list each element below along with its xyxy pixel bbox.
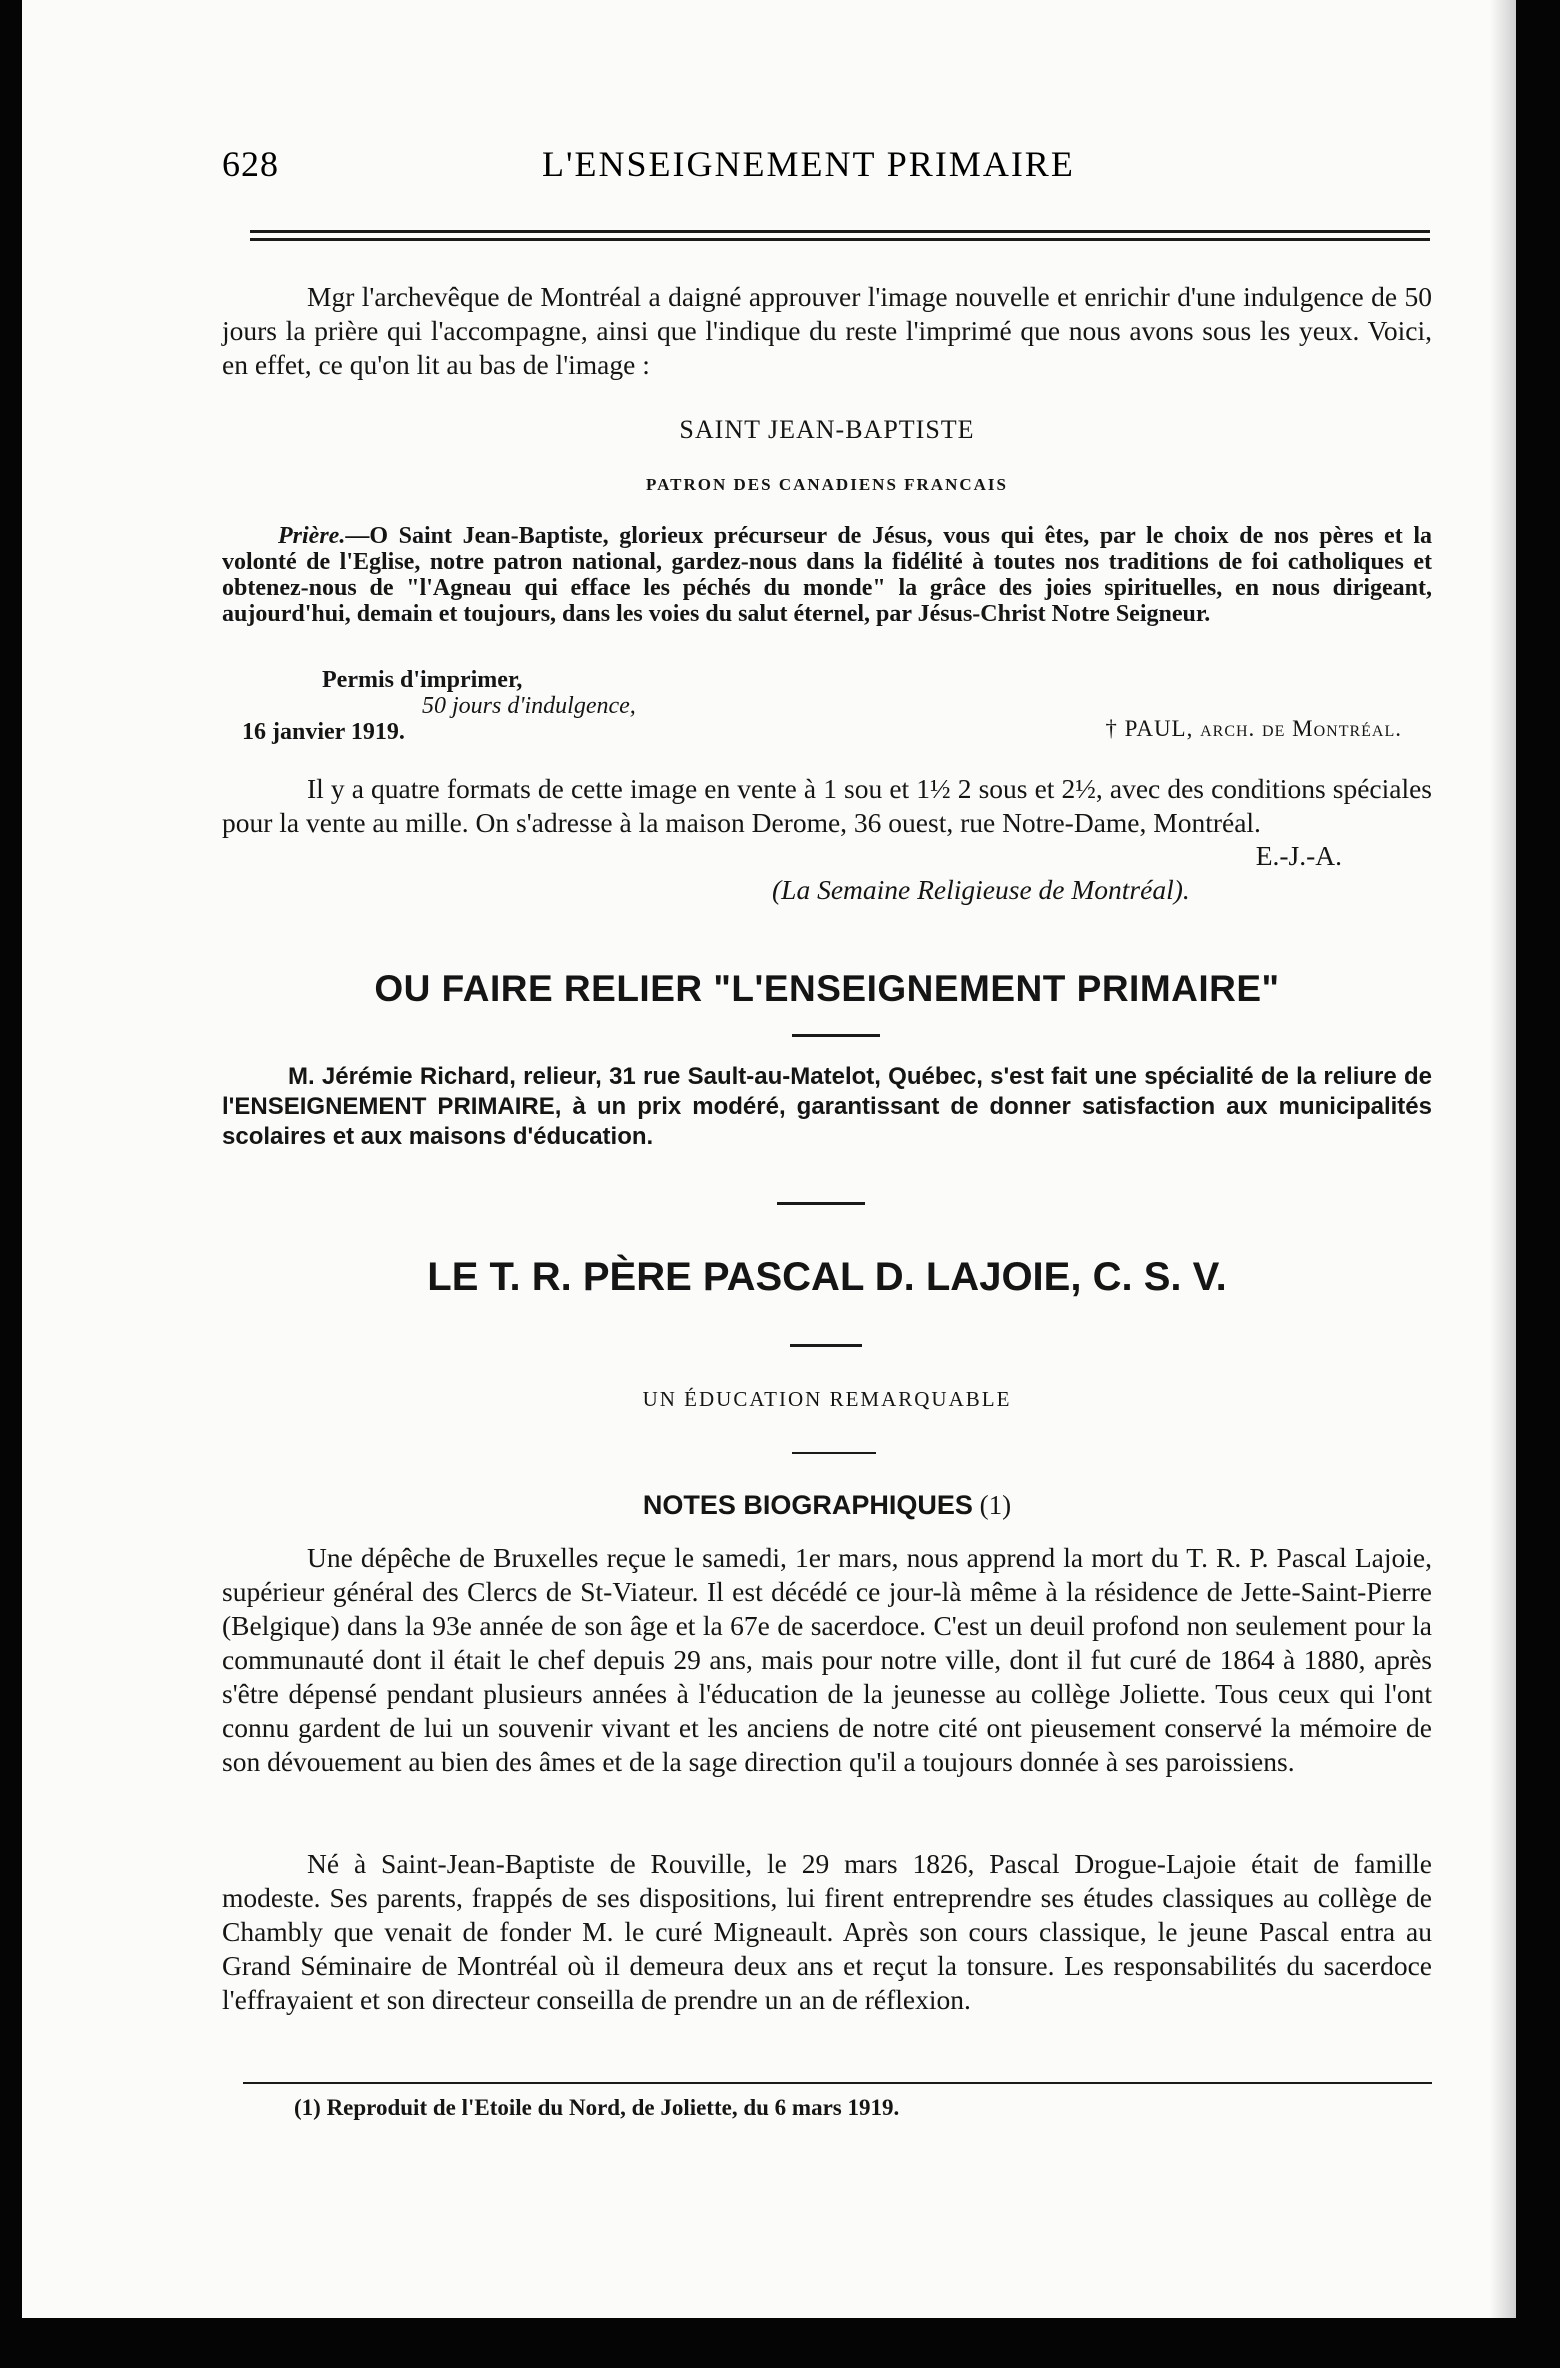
notes-footnote-ref: (1) (979, 1490, 1012, 1520)
lajoie-sub-rule (792, 1452, 876, 1454)
indulgence-line: 50 jours d'indulgence, (422, 693, 636, 719)
source-citation: (La Semaine Religieuse de Montréal). (772, 874, 1190, 905)
lajoie-heading: LE T. R. PÈRE PASCAL D. LAJOIE, C. S. V. (427, 1255, 1227, 1299)
document-page (22, 0, 1516, 2318)
image-subtitle: PATRON DES CANADIENS FRANCAIS (646, 475, 1008, 494)
relier-end-rule (777, 1202, 865, 1205)
formats-paragraph: Il y a quatre formats de cette image en vente à 1 sou et 1½ 2 sous et 2½, avec des conditions spéciales pour la vente au mille. On s'adresse à la maison Derome, 36 ouest, rue Notre-Dame, Montréal. (222, 773, 1432, 838)
lajoie-subheading: UN ÉDUCATION REMARQUABLE (642, 1387, 1012, 1411)
running-title: L'ENSEIGNEMENT PRIMAIRE (542, 144, 1075, 184)
notes-heading: NOTES BIOGRAPHIQUES (642, 1490, 973, 1520)
lajoie-paragraph-1: Une dépêche de Bruxelles reçue le samedi, 1er mars, nous apprend la mort du T. R. P. Pascal Lajoie, supérieur général des Clercs de St-Viateur. Il est décédé ce jour-là même à la résidence de Jette-Saint-Pierre (Belgique) dans la 93e année de son âge et la 67e de sacerdoce. C'est un deuil profond non seulement pour la communauté dont il était le chef depuis 29 ans, mais pour notre ville, dont il fut curé de 1864 à 1880, après s'être dépensé pendant plusieurs années à l'éducation de la jeunesse au collège Joliette. Tous ceux qui l'ont connu gardent de lui un souvenir vivant et les anciens de notre cité ont pieusement conservé la mémoire de son dévouement au bien des âmes et de la sage direction qu'il a toujours donnée à ses paroissiens. (222, 1542, 1432, 1777)
lajoie-paragraph-2: Né à Saint-Jean-Baptiste de Rouville, le 29 mars 1826, Pascal Drogue-Lajoie était de famille modeste. Ses parents, frappés de ses dispositions, lui firent entreprendre ses études classiques au collège de Chambly que venait de fonder M. le curé Migneault. Après son cours classique, le jeune Pascal entra au Grand Séminaire de Montréal où il demeura deux ans et reçut la tonsure. Les responsabilités du sacerdoce l'effrayaient et son directeur conseilla de prendre un an de réflexion. (222, 1848, 1432, 2015)
intro-paragraph: Mgr l'archevêque de Montréal a daigné approuver l'image nouvelle et enrichir d'une indulgence de 50 jours la prière qui l'accompagne, ainsi que l'indique du reste l'imprimé que nous avons sous les yeux. Voici, en effet, ce qu'on lit au bas de l'image : (222, 281, 1432, 380)
page-number: 628 (222, 144, 279, 184)
lajoie-rule (790, 1344, 862, 1347)
header-rule-top (250, 230, 1430, 233)
header-rule-bottom (250, 238, 1430, 241)
archbishop-signature: † PAUL, arch. de Montréal. (1105, 716, 1402, 741)
footnote: (1) Reproduit de l'Etoile du Nord, de Joliette, du 6 mars 1919. (294, 2095, 900, 2120)
prayer-text: —O Saint Jean-Baptiste, glorieux précurseur de Jésus, vous qui êtes, par le choix de nos pères et la volonté de l'Eglise, notre patron national, gardez-nous dans la fidélité à toutes nos traditions de foi catholiques et obtenez-nous de "l'Agneau qui efface les péchés du monde" la grâce des joies spirituelles, en nous dirigeant, aujourd'hui, demain et toujours, dans les voies du salut éternel, par Jésus-Christ Notre Seigneur. (222, 523, 1432, 627)
permis-date: 16 janvier 1919. (242, 719, 405, 745)
relier-rule (792, 1034, 880, 1037)
relier-paragraph: M. Jérémie Richard, relieur, 31 rue Sault-au-Matelot, Québec, s'est fait une spécialité de la reliure de l'ENSEIGNEMENT PRIMAIRE, à un prix modéré, garantissant de donner satisfaction aux municipalités scolaires et aux maisons d'éducation. (222, 1063, 1432, 1150)
notes-heading-line (222, 1490, 1432, 1521)
relier-heading: OU FAIRE RELIER "L'ENSEIGNEMENT PRIMAIRE" (374, 968, 1280, 1009)
footnote-rule (243, 2082, 1432, 2084)
page-header (222, 143, 1432, 187)
prayer-paragraph (222, 523, 1432, 627)
permis-line: Permis d'imprimer, (322, 667, 523, 693)
image-title: SAINT JEAN-BAPTISTE (679, 415, 975, 444)
prayer-label: Prière. (278, 523, 346, 549)
formats-initials: E.-J.-A. (1255, 840, 1342, 871)
